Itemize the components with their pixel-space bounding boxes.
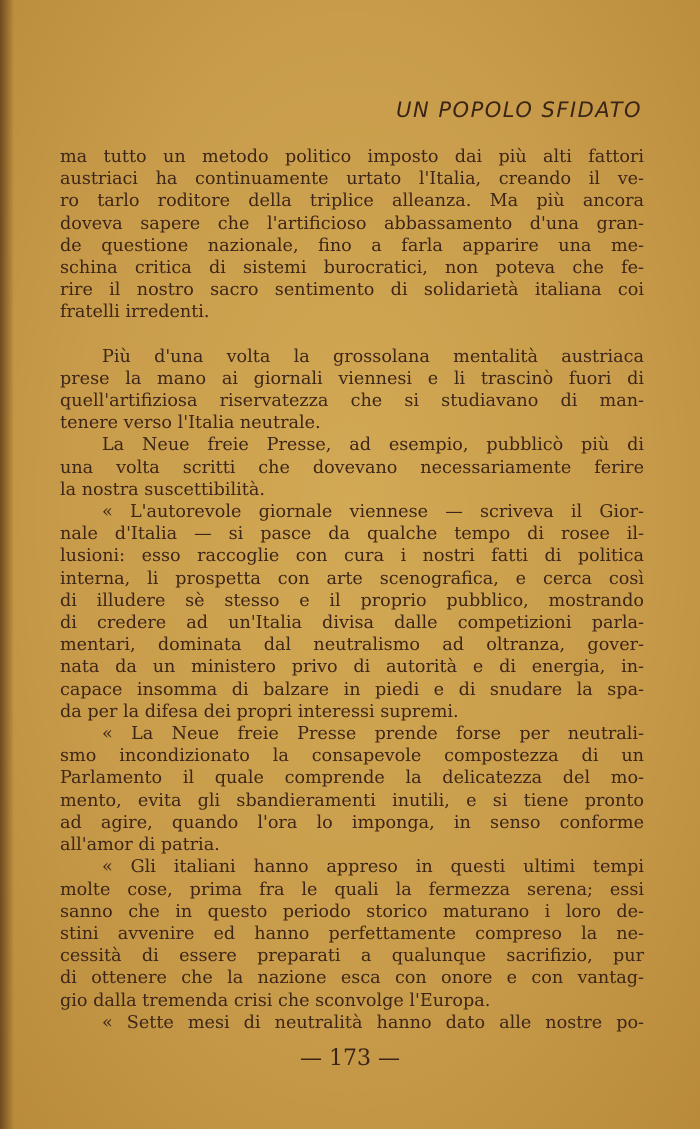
text-line: ad agire, quando l'ora lo imponga, in senso conforme — [60, 812, 644, 833]
text-line: all'amor di patria. — [60, 835, 220, 856]
text-line: ro tarlo roditore della triplice alleanza. Ma più ancora — [60, 191, 644, 212]
paragraph — [60, 346, 644, 435]
text-line: La Neue freie Presse, ad esempio, pubblicò più di — [102, 435, 644, 456]
text-line: una volta scritti che dovevano necessariamente ferire — [60, 457, 644, 478]
text-line: gio dalla tremenda crisi che sconvolge l'Europa. — [60, 990, 491, 1011]
text-line: rire il nostro sacro sentimento di solidarietà italiana coi — [60, 280, 644, 301]
paragraph — [60, 856, 644, 1011]
text-line: austriaci ha continuamente urtato l'Italia, creando il ve- — [60, 169, 644, 190]
text-line: di ottenere che la nazione esca con onore e con vantag- — [60, 968, 644, 989]
text-line: prese la mano ai giornali viennesi e li trascinò fuori di — [60, 368, 644, 389]
text-line: capace insomma di balzare in piedi e di snudare la spa- — [60, 679, 644, 700]
text-line: « La Neue freie Presse prende forse per neutrali- — [102, 724, 644, 745]
text-line: la nostra suscettibilità. — [60, 479, 265, 500]
paragraph — [60, 146, 644, 324]
text-line: stini avvenire ed hanno perfettamente compreso la ne- — [60, 923, 644, 944]
text-line: cessità di essere preparati a qualunque sacrifizio, pur — [60, 946, 644, 967]
text-line: interna, li prospetta con arte scenografica, e cerca così — [60, 568, 644, 589]
text-line: schina critica di sistemi burocratici, non poteva che fe- — [60, 258, 644, 279]
page-number: — 173 — — [300, 1046, 400, 1071]
text-line: da per la difesa dei propri interessi supremi. — [60, 701, 459, 722]
page-edge-shadow — [0, 0, 14, 1129]
paragraph — [60, 723, 644, 856]
text-line: quell'artifiziosa riservatezza che si studiavano di man- — [60, 391, 644, 412]
text-line: tenere verso l'Italia neutrale. — [60, 413, 321, 434]
text-line: molte cose, prima fra le quali la fermezza serena; essi — [60, 879, 644, 900]
text-line: « Sette mesi di neutralità hanno dato alle nostre po- — [102, 1012, 644, 1033]
text-line: di credere ad un'Italia divisa dalle competizioni parla- — [60, 613, 644, 634]
text-line: nata da un ministero privo di autorità e di energia, in- — [60, 657, 644, 678]
text-line: Più d'una volta la grossolana mentalità austriaca — [102, 346, 644, 367]
text-line: smo incondizionato la consapevole compostezza di un — [60, 746, 644, 767]
text-line: sanno che in questo periodo storico maturano i loro de- — [60, 901, 644, 922]
text-line: nale d'Italia — si pasce da qualche tempo di rosee il- — [60, 524, 644, 545]
text-line: « L'autorevole giornale viennese — scriveva il Gior- — [102, 502, 644, 523]
paragraph — [60, 434, 644, 501]
text-line: « Gli italiani hanno appreso in questi ultimi tempi — [102, 857, 644, 878]
text-line: lusioni: esso raccoglie con cura i nostri fatti di politica — [60, 546, 644, 567]
section-gap — [60, 324, 644, 346]
text-line: ma tutto un metodo politico imposto dai più alti fattori — [60, 147, 644, 167]
paragraph — [60, 501, 644, 723]
running-header: UN POPOLO SFIDATO — [396, 98, 642, 122]
text-line: di illudere sè stesso e il proprio pubblico, mostrando — [60, 590, 644, 611]
text-line: doveva sapere che l'artificioso abbassamento d'una gran- — [60, 213, 644, 234]
text-line: mento, evita gli sbandieramenti inutili, e si tiene pronto — [60, 790, 644, 811]
text-line: mentari, dominata dal neutralismo ad oltranza, gover- — [60, 635, 644, 656]
paragraph — [60, 1012, 644, 1034]
body-text — [60, 146, 644, 1034]
text-line: Parlamento il quale comprende la delicatezza del mo- — [60, 768, 644, 789]
text-line: fratelli irredenti. — [60, 302, 210, 323]
text-line: de questione nazionale, fino a farla apparire una me- — [60, 235, 644, 256]
